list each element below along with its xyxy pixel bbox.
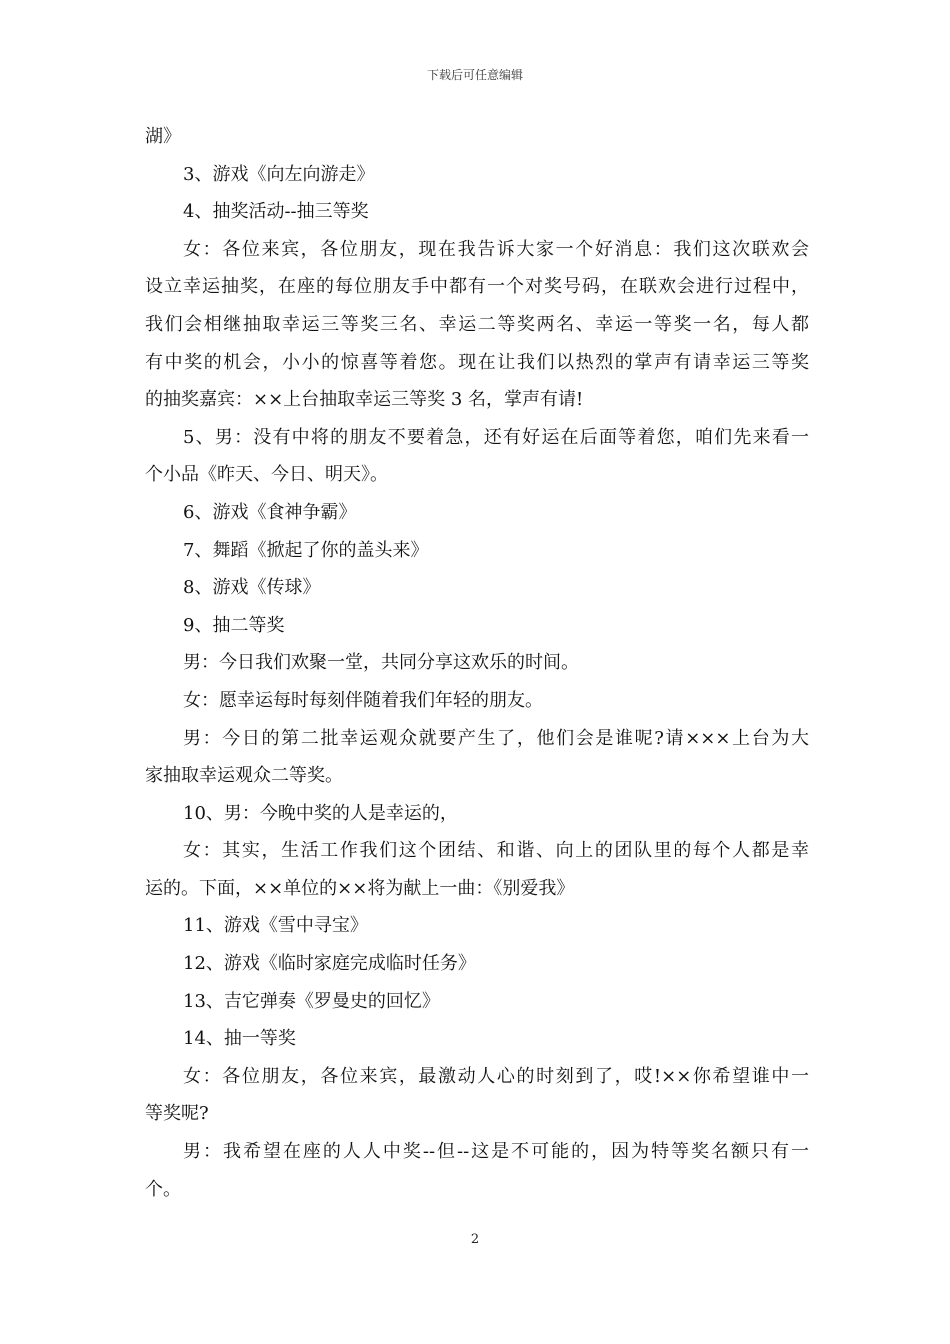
text-line: 7、舞蹈《掀起了你的盖头来》 xyxy=(183,539,429,561)
text-line: 13、吉它弹奏《罗曼史的回忆》 xyxy=(183,990,440,1012)
text-line: 男：今日的第二批幸运观众就要产生了，他们会是谁呢?请×××上台为大 xyxy=(183,727,809,749)
text-line: 12、游戏《临时家庭完成临时任务》 xyxy=(183,953,476,975)
text-line: 女：愿幸运每时每刻伴随着我们年轻的朋友。 xyxy=(183,689,543,711)
text-line: 湖》 xyxy=(145,126,181,147)
text-line: 11、游戏《雪中寻宝》 xyxy=(183,915,368,937)
text-line: 10、男：今晚中奖的人是幸运的， xyxy=(183,802,458,824)
text-line: 女：各位朋友，各位来宾，最激动人心的时刻到了，哎!××你希望谁中一 xyxy=(183,1065,809,1087)
text-line: 设立幸运抽奖，在座的每位朋友手中都有一个对奖号码，在联欢会进行过程中， xyxy=(145,276,809,298)
text-line: 男：今日我们欢聚一堂，共同分享这欢乐的时间。 xyxy=(183,652,579,674)
document-body xyxy=(145,118,809,1208)
text-line: 个。 xyxy=(145,1178,181,1200)
text-line: 14、抽一等奖 xyxy=(183,1028,296,1050)
text-line: 男：我希望在座的人人中奖--但--这是不可能的，因为特等奖名额只有一 xyxy=(183,1141,809,1163)
text-line: 8、游戏《传球》 xyxy=(183,577,321,599)
text-line: 女：各位来宾，各位朋友，现在我告诉大家一个好消息：我们这次联欢会 xyxy=(183,238,809,260)
text-line: 3、游戏《向左向游走》 xyxy=(183,163,375,185)
text-line: 6、游戏《食神争霸》 xyxy=(183,501,357,523)
text-line: 5、男：没有中将的朋友不要着急，还有好运在后面等着您，咱们先来看一 xyxy=(183,426,809,448)
page-header: 下载后可任意编辑 xyxy=(426,68,523,82)
text-line: 的抽奖嘉宾：××上台抽取幸运三等奖 3 名，掌声有请! xyxy=(145,389,584,411)
text-line: 4、抽奖活动--抽三等奖 xyxy=(183,201,369,223)
text-line: 女：其实，生活工作我们这个团结、和谐、向上的团队里的每个人都是幸 xyxy=(183,840,809,862)
text-line: 我们会相继抽取幸运三等奖三名、幸运二等奖两名、幸运一等奖一名，每人都 xyxy=(145,313,809,335)
text-line: 家抽取幸运观众二等奖。 xyxy=(145,765,343,787)
page-number: 2 xyxy=(470,1232,480,1247)
text-line: 运的。下面，××单位的××将为献上一曲：《别爱我》 xyxy=(145,877,575,899)
text-line: 9、抽二等奖 xyxy=(183,614,285,636)
text-line: 个小品《昨天、今日、明天》。 xyxy=(145,464,388,486)
text-line: 等奖呢? xyxy=(145,1103,209,1125)
text-line: 有中奖的机会，小小的惊喜等着您。现在让我们以热烈的掌声有请幸运三等奖 xyxy=(145,351,809,373)
